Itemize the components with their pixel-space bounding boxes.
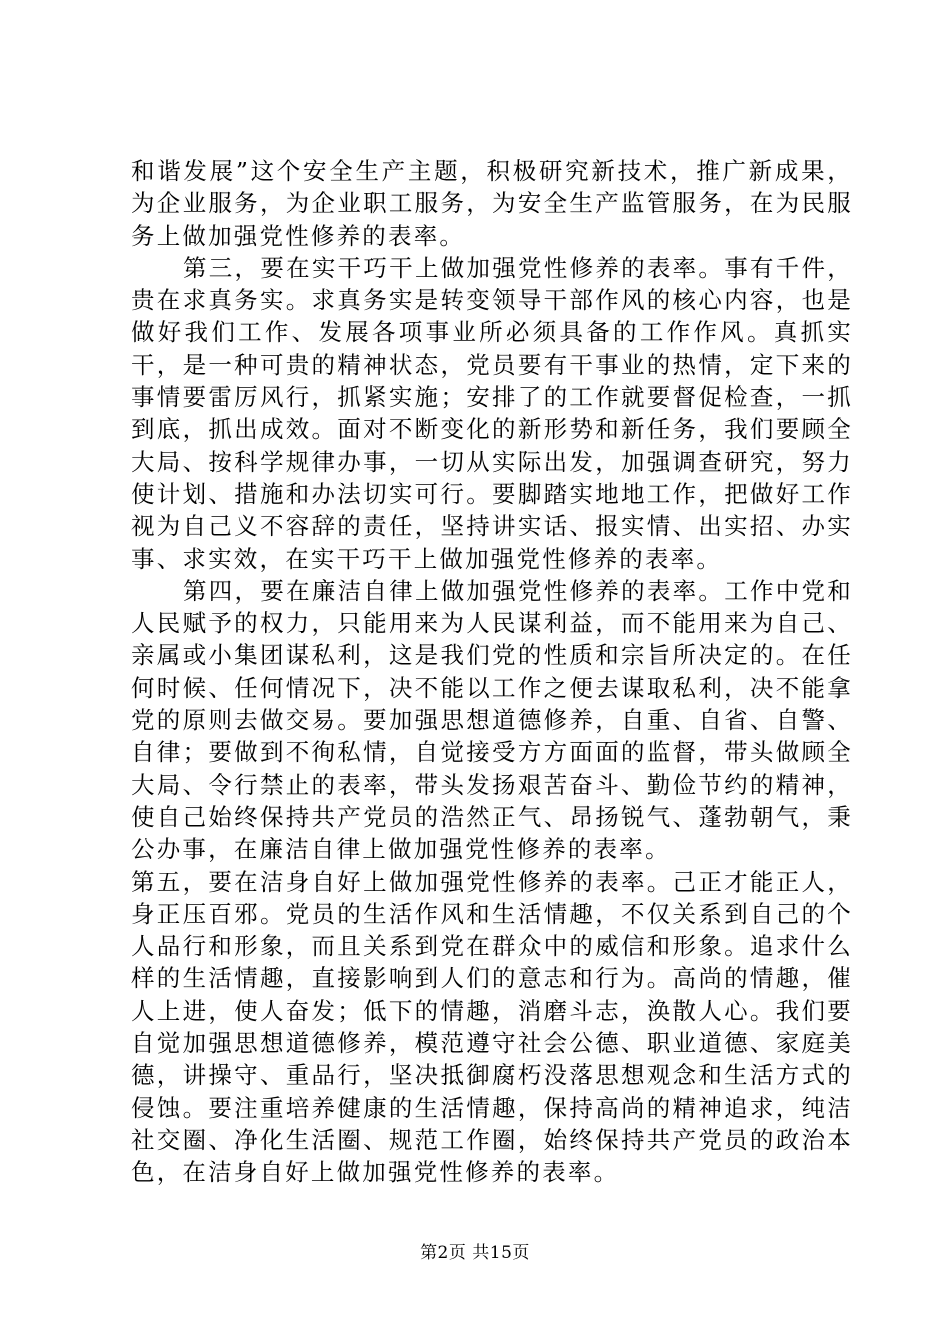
- page-footer: [0, 1243, 950, 1263]
- paragraph-continuation: 和谐发展”这个安全生产主题，积极研究新技术，推广新成果，为企业服务，为企业职工服务，为安全生产监管服务，在为民服务上做加强党性修养的表率。: [131, 157, 853, 250]
- document-body: [131, 155, 853, 1189]
- paragraph-fourth-point: 第四，要在廉洁自律上做加强党性修养的表率。工作中党和人民赋予的权力，只能用来为人民谋利益，而不能用来为自己、亲属或小集团谋私利，这是我们党的性质和宗旨所决定的。在任何时候、任何情况下，决不能以工作之便去谋取私利，决不能拿党的原则去做交易。要加强思想道德修养，自重、自省、自警、自律；要做到不徇私情，自觉接受方方面面的监督，带头做顾全大局、令行禁止的表率，带头发扬艰苦奋斗、勤俭节约的精神，使自己始终保持共产党员的浩然正气、昂扬锐气、蓬勃朝气，秉公办事，在廉洁自律上做加强党性修养的表率。: [131, 576, 853, 864]
- paragraph-third-point: 第三，要在实干巧干上做加强党性修养的表率。事有千件，贵在求真务实。求真务实是转变领导干部作风的核心内容，也是做好我们工作、发展各项事业所必须具备的工作作风。真抓实干，是一种可贵的精神状态，党员要有干事业的热情，定下来的事情要雷厉风行，抓紧实施；安排了的工作就要督促检查，一抓到底，抓出成效。面对不断变化的新形势和新任务，我们要顾全大局、按科学规律办事，一切从实际出发，加强调查研究，努力使计划、措施和办法切实可行。要脚踏实地地工作，把做好工作视为自己义不容辞的责任，坚持讲实话、报实情、出实招、办实事、求实效，在实干巧干上做加强党性修养的表率。: [131, 253, 853, 573]
- paragraph-fifth-point: 第五，要在洁身自好上做加强党性修养的表率。己正才能正人，身正压百邪。党员的生活作风和生活情趣，不仅关系到自己的个人品行和形象，而且关系到党在群众中的威信和形象。追求什么样的生活情趣，直接影响到人们的意志和行为。高尚的情趣，催人上进，使人奋发；低下的情趣，消磨斗志，涣散人心。我们要自觉加强思想道德修养，模范遵守社会公德、职业道德、家庭美德，讲操守、重品行，坚决抵御腐朽没落思想观念和生活方式的侵蚀。要注重培养健康的生活情趣，保持高尚的精神追求，纯洁社交圈、净化生活圈、规范工作圈，始终保持共产党员的政治本色，在洁身自好上做加强党性修养的表率。: [131, 867, 853, 1187]
- page-number-label: 第2页 共15页: [420, 1243, 530, 1263]
